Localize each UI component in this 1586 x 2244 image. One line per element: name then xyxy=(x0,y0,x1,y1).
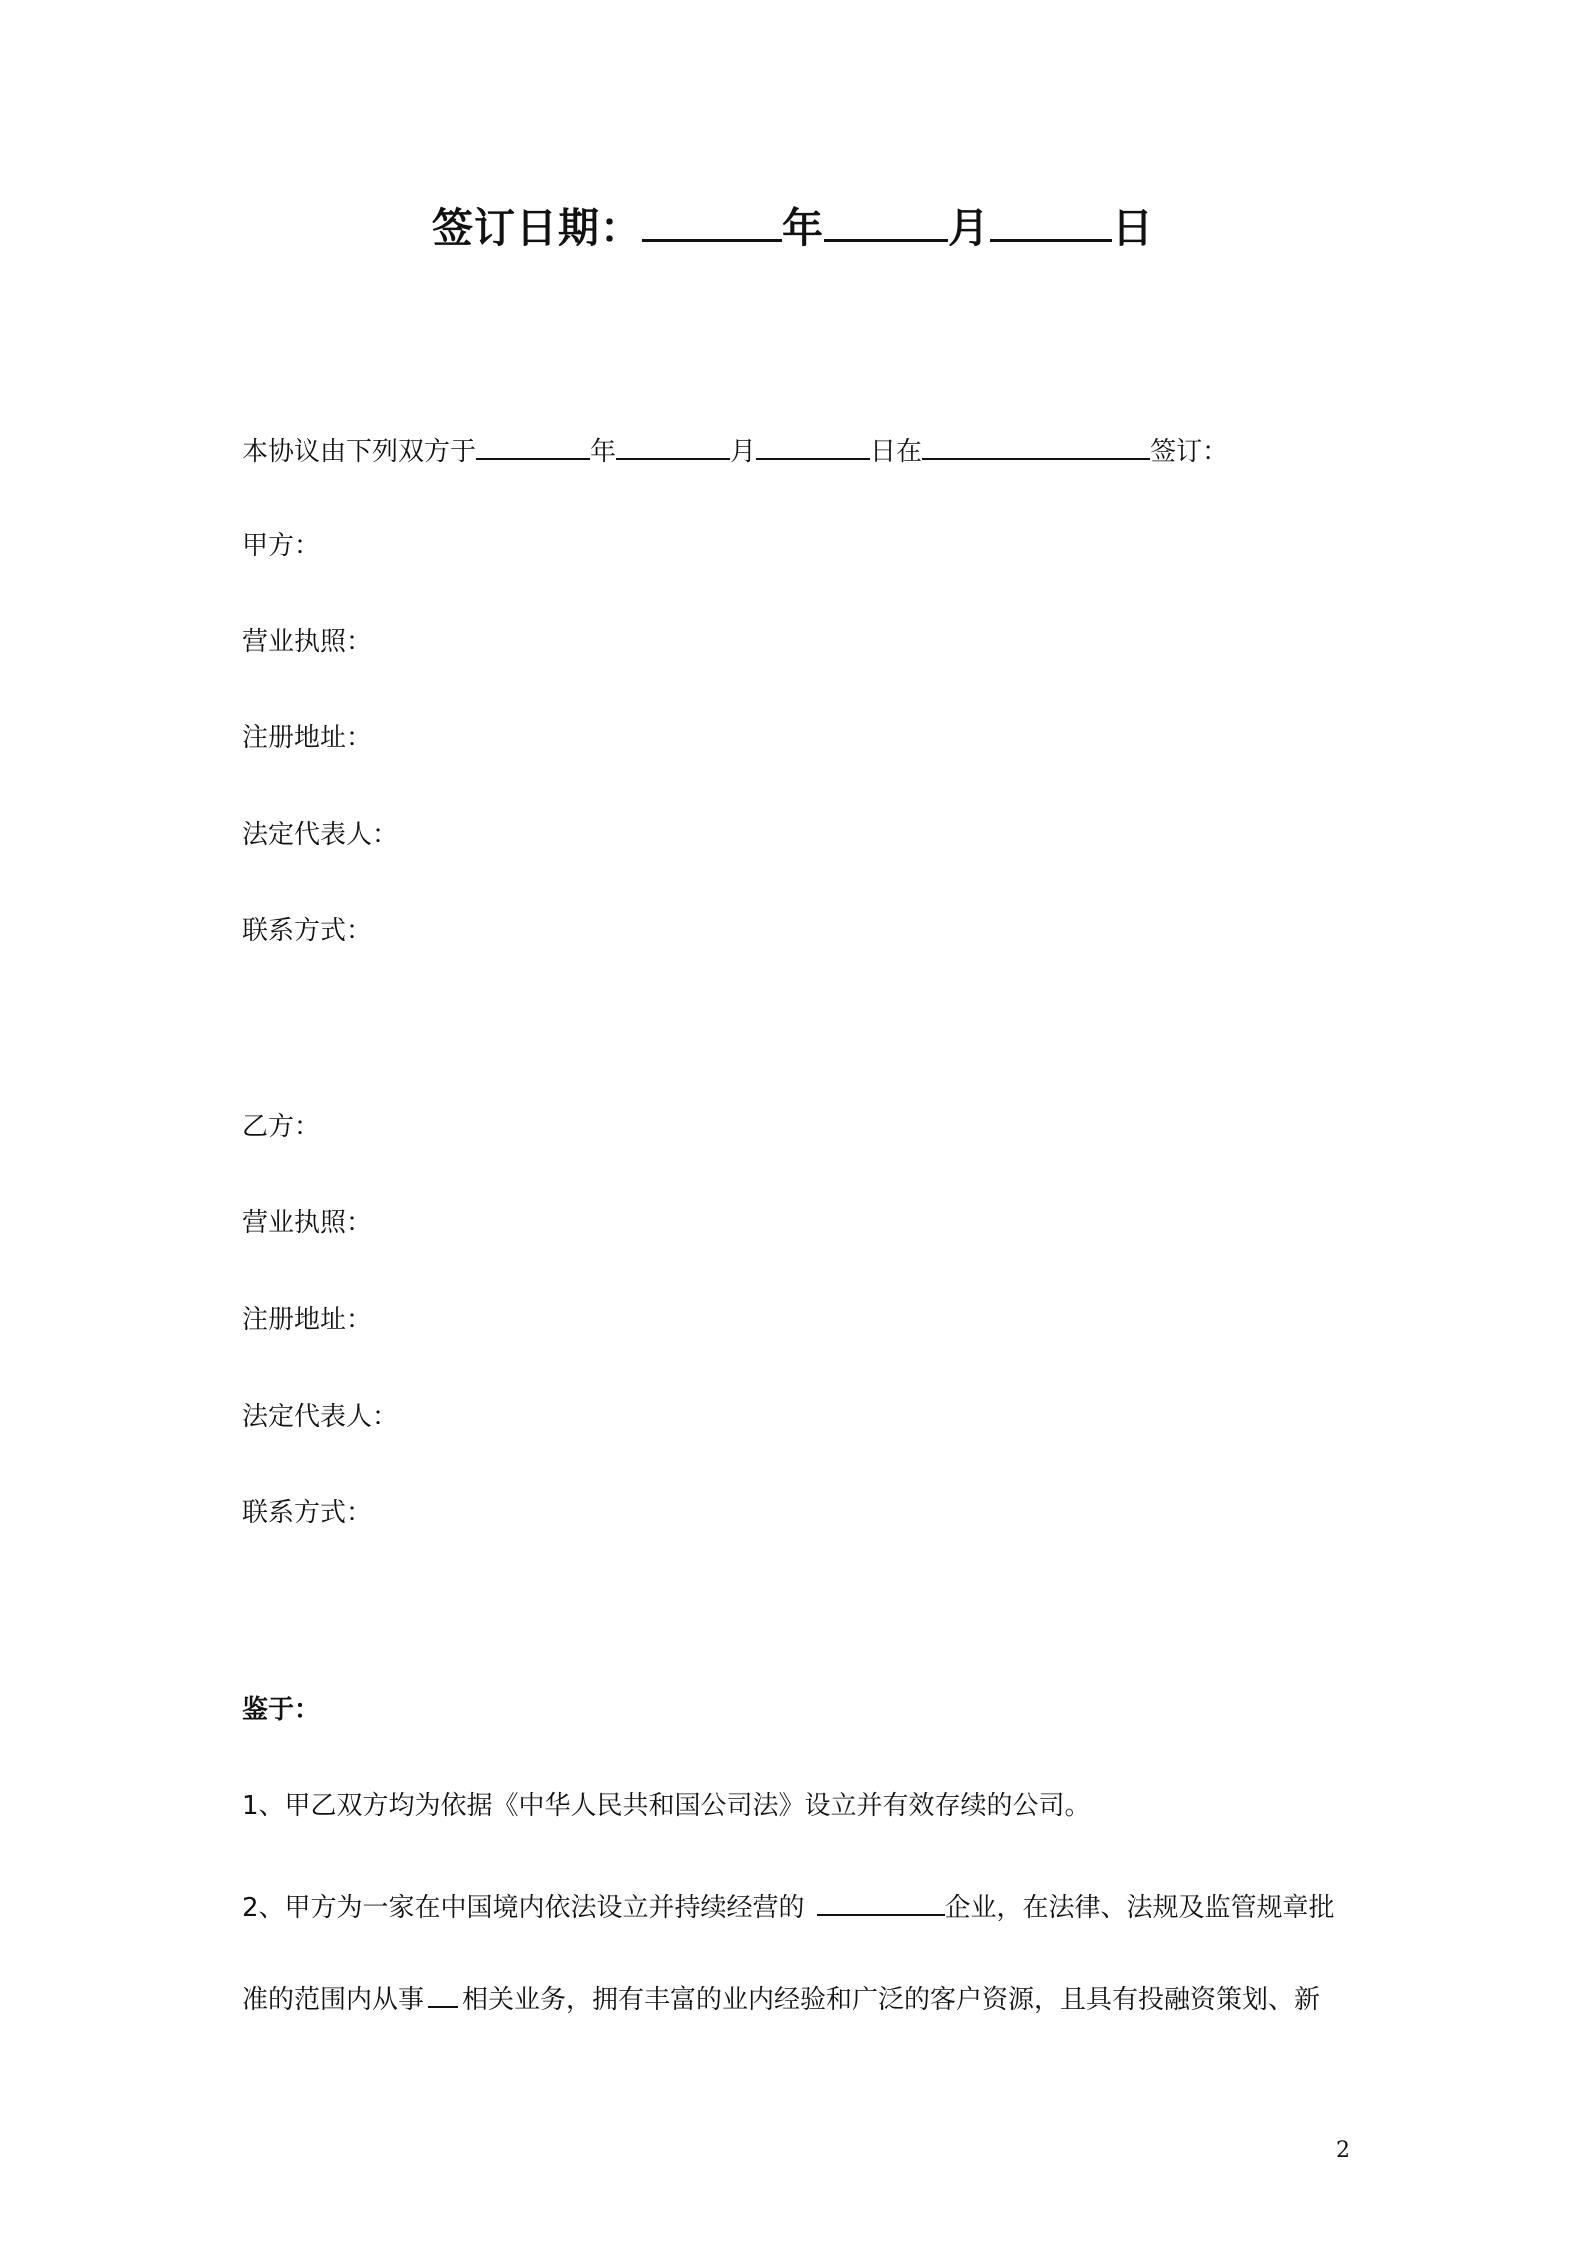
intro-day-blank[interactable] xyxy=(756,432,870,460)
month-label: 月 xyxy=(948,204,990,252)
party-a-heading: 甲方： xyxy=(242,531,321,561)
intro-year-label: 年 xyxy=(590,437,617,467)
day-blank[interactable] xyxy=(990,198,1112,242)
whereas-item-1: 1、甲乙双方均为依据《中华人民共和国公司法》设立并有效存续的公司。 xyxy=(242,1791,1091,1821)
party-b-contact: 联系方式： xyxy=(242,1498,373,1528)
intro-year-blank[interactable] xyxy=(476,432,590,460)
business-field-blank[interactable] xyxy=(428,1980,458,2008)
year-blank[interactable] xyxy=(642,198,782,242)
whereas-item-2-text-b: 企业，在法律、法规及监管规章批 xyxy=(944,1893,1335,1923)
enterprise-type-blank[interactable] xyxy=(817,1888,945,1916)
page-number: 2 xyxy=(1336,2138,1350,2163)
whereas-item-2-text-d: 相关业务，拥有丰富的业内经验和广泛的客户资源，且具有投融资策划、新 xyxy=(462,1985,1321,2015)
intro-month-label: 月 xyxy=(730,437,757,467)
intro-place-blank[interactable] xyxy=(922,432,1150,460)
party-a-address: 注册地址： xyxy=(242,723,373,753)
party-b-address: 注册地址： xyxy=(242,1305,373,1335)
year-label: 年 xyxy=(782,204,824,252)
agreement-intro xyxy=(242,432,1228,472)
whereas-item-2-text-a: 2、甲方为一家在中国境内依法设立并持续经营的 xyxy=(242,1893,805,1923)
signing-date-label: 签订日期： xyxy=(432,204,642,252)
party-b-license: 营业执照： xyxy=(242,1208,373,1238)
intro-day-at-label: 日在 xyxy=(870,437,923,467)
month-blank[interactable] xyxy=(824,198,948,242)
intro-suffix: 签订： xyxy=(1150,437,1229,467)
whereas-item-2-text-c: 准的范围内从事 xyxy=(242,1985,425,2015)
intro-month-blank[interactable] xyxy=(616,432,730,460)
party-b-heading: 乙方： xyxy=(242,1112,321,1142)
party-a-license: 营业执照： xyxy=(242,627,373,657)
whereas-heading: 鉴于： xyxy=(242,1695,321,1725)
signing-date-title xyxy=(0,198,1586,258)
party-a-representative: 法定代表人： xyxy=(242,820,399,850)
whereas-item-2-line-1 xyxy=(242,1888,1335,1928)
intro-prefix: 本协议由下列双方于 xyxy=(242,437,477,467)
party-b-representative: 法定代表人： xyxy=(242,1402,399,1432)
day-label: 日 xyxy=(1112,204,1154,252)
party-a-contact: 联系方式： xyxy=(242,916,373,946)
whereas-item-2-line-2 xyxy=(242,1980,1320,2020)
